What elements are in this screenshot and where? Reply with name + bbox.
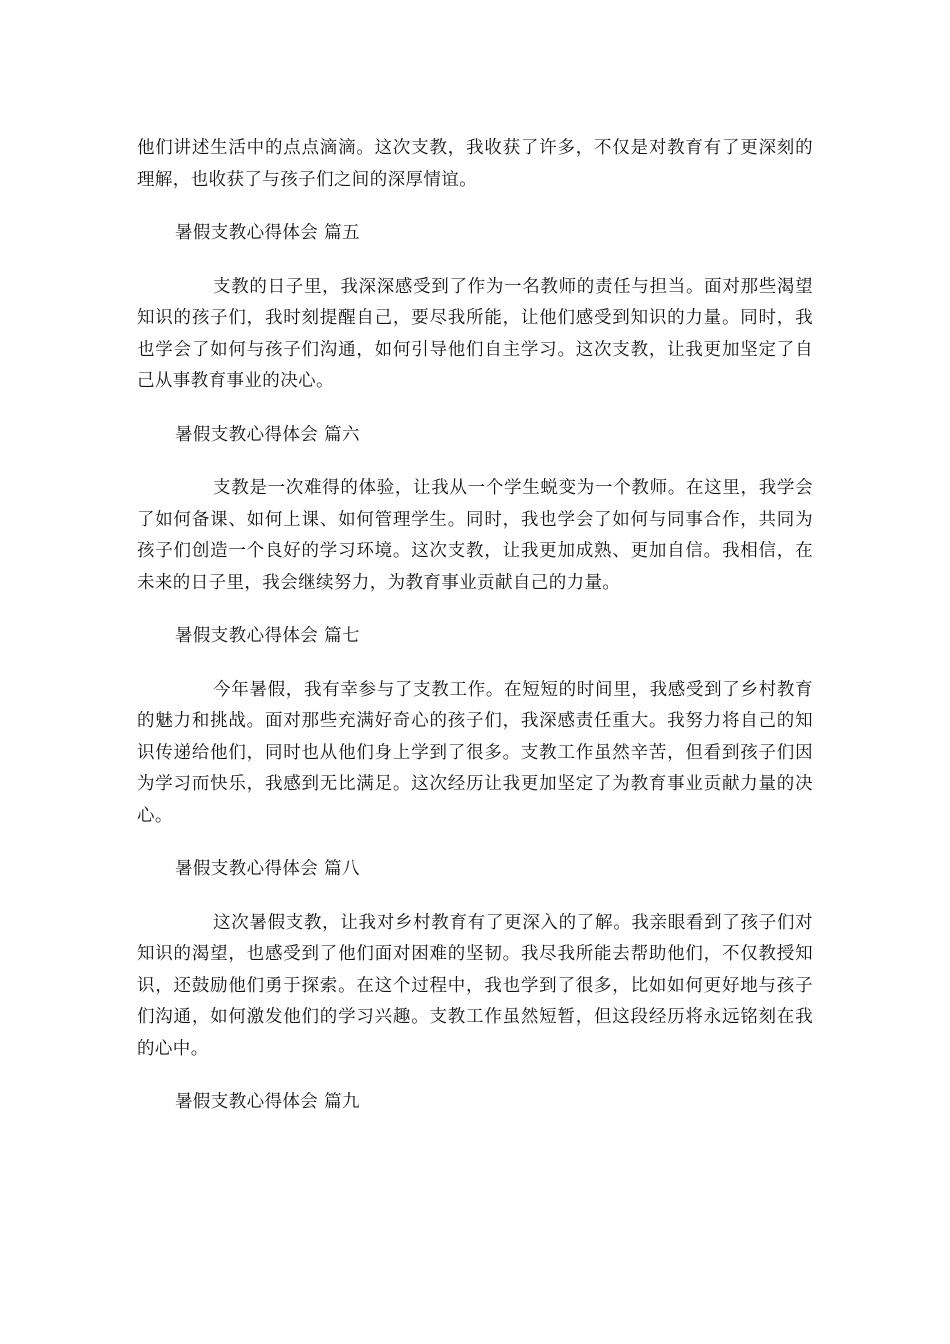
- spacer: [137, 599, 813, 621]
- section-heading-5: 暑假支教心得体会 篇五: [175, 223, 360, 243]
- section-paragraph-8: 这次暑假支教，让我对乡村教育有了更深入的了解。我亲眼看到了孩子们对知识的渴望，也感受到了他们面对困难的坚韧。我尽我所能去帮助他们，不仅教授知识，还鼓励他们勇于探索。在这个过程中，我也学到了很多，比如如何更好地与孩子们沟通，如何激发他们的学习兴趣。支教工作虽然短暂，但这段经历将永远铭刻在我的心中。: [137, 912, 813, 1059]
- spacer: [137, 196, 813, 218]
- spacer: [137, 250, 813, 272]
- section-heading-8: 暑假支教心得体会 篇八: [175, 859, 360, 879]
- section-paragraph-7: 今年暑假，我有幸参与了支教工作。在短短的时间里，我感受到了乡村教育的魅力和挑战。面对那些充满好奇心的孩子们，我深感责任重大。我努力将自己的知识传递给他们，同时也从他们身上学到了很多。支教工作虽然辛苦，但看到孩子们因为学习而快乐，我感到无比满足。这次经历让我更加坚定了为教育事业贡献力量的决心。: [137, 679, 813, 826]
- section-heading-9: 暑假支教心得体会 篇九: [175, 1092, 360, 1112]
- opening-paragraph: 他们讲述生活中的点点滴滴。这次支教，我收获了许多，不仅是对教育有了更深刻的理解，也收获了与孩子们之间的深厚情谊。: [137, 138, 813, 190]
- section-heading-6: 暑假支教心得体会 篇六: [175, 424, 360, 445]
- section-paragraph-5: 支教的日子里，我深深感受到了作为一名教师的责任与担当。面对那些渴望知识的孩子们，我时刻提醒自己，要尽我所能，让他们感受到知识的力量。同时，我也学会了如何与孩子们沟通，如何引导他们自主学习。这次支教，让我更加坚定了自己从事教育事业的决心。: [137, 276, 813, 391]
- spacer: [137, 832, 813, 854]
- spacer: [137, 1065, 813, 1087]
- spacer: [137, 451, 813, 473]
- document-page: [137, 133, 813, 1119]
- section-paragraph-6: 支教是一次难得的体验，让我从一个学生蜕变为一个教师。在这里，我学会了如何备课、如何上课、如何管理学生。同时，我也学会了如何与同事合作，共同为孩子们创造一个良好的学习环境。这次支教，让我更加成熟、更加自信。我相信，在未来的日子里，我会继续努力，为教育事业贡献自己的力量。: [137, 478, 813, 593]
- spacer: [137, 886, 813, 908]
- section-heading-7: 暑假支教心得体会 篇七: [175, 626, 360, 646]
- spacer: [137, 398, 813, 420]
- spacer: [137, 653, 813, 675]
